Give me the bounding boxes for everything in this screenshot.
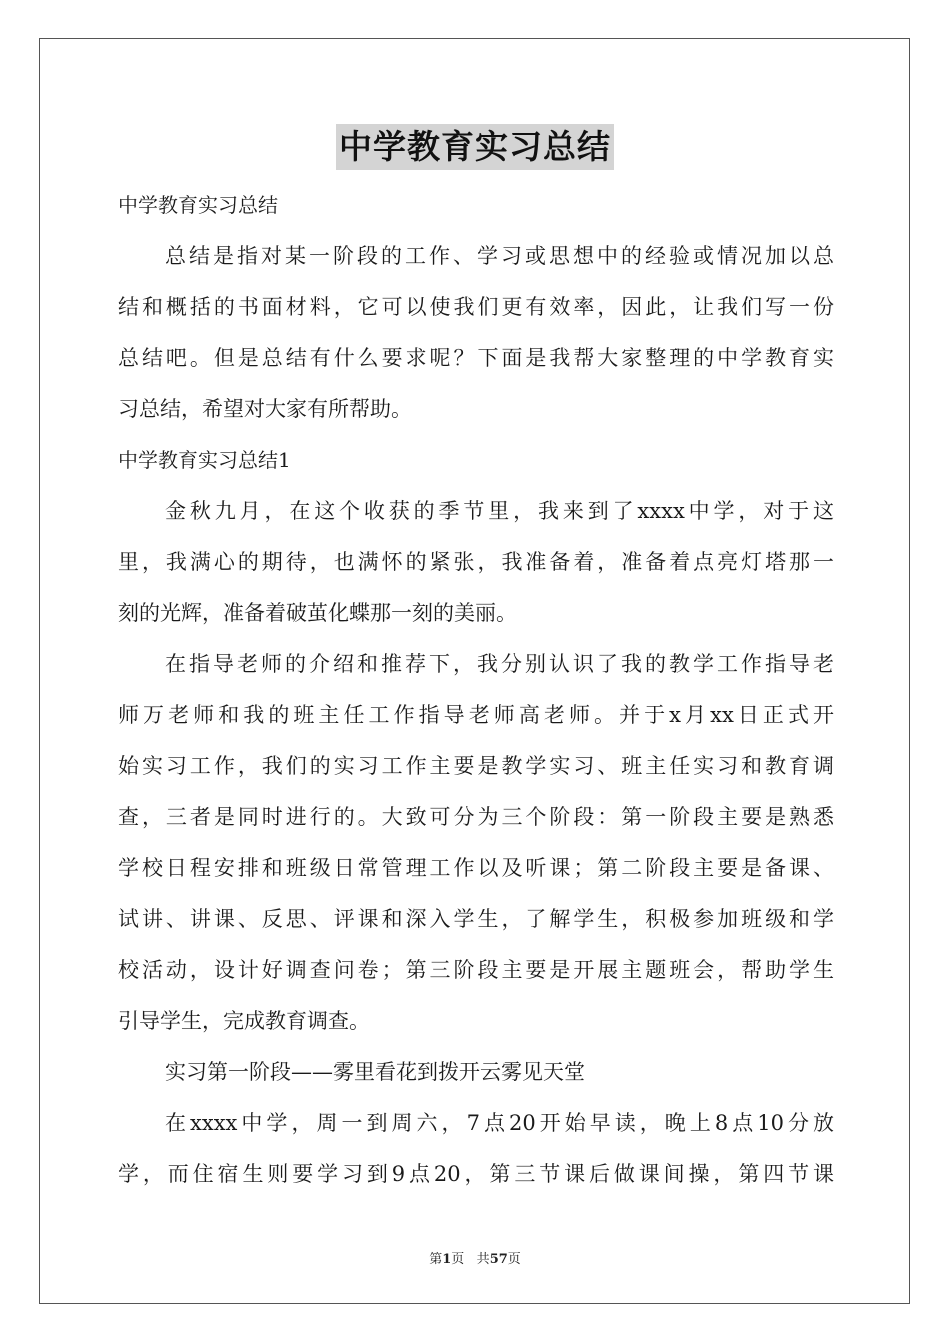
section-heading: 中学教育实习总结 [118,193,278,217]
subsection-heading: 实习第一阶段——雾里看花到拨开云雾见天堂 [165,1060,585,1084]
document-title: 中学教育实习总结 [336,124,614,170]
paragraph-line: 在指导老师的介绍和推荐下，我分别认识了我的教学工作指导老 [165,652,834,676]
page-prefix: 第 [429,1252,443,1267]
page-number: 1 [442,1252,452,1267]
paragraph-line: 金秋九月，在这个收获的季节里，我来到了xxxx中学，对于这 [165,499,834,523]
paragraph-line: 引导学生，完成教育调查。 [118,1009,370,1033]
paragraph-line: 在xxxx中学，周一到周六，7点20开始早读，晚上8点10分放 [165,1111,834,1135]
paragraph-line: 学，而住宿生则要学习到9点20，第三节课后做课间操，第四节课 [118,1162,834,1186]
paragraph-line: 查，三者是同时进行的。大致可分为三个阶段：第一阶段主要是熟悉 [118,805,834,829]
paragraph-line: 学校日程安排和班级日常管理工作以及听课；第二阶段主要是备课、 [118,856,834,880]
paragraph-line: 习总结，希望对大家有所帮助。 [118,397,412,421]
paragraph-line: 结和概括的书面材料，它可以使我们更有效率，因此，让我们写一份 [118,295,834,319]
paragraph-line: 师万老师和我的班主任工作指导老师高老师。并于x月xx日正式开 [118,703,834,727]
title-container [0,124,950,170]
total-suffix: 页 [507,1252,521,1267]
paragraph-line: 校活动，设计好调查问卷；第三阶段主要是开展主题班会，帮助学生 [118,958,834,982]
paragraph-line: 总结吧。但是总结有什么要求呢？下面是我帮大家整理的中学教育实 [118,346,834,370]
paragraph-line: 始实习工作，我们的实习工作主要是教学实习、班主任实习和教育调 [118,754,834,778]
paragraph-line: 里，我满心的期待，也满怀的紧张，我准备着，准备着点亮灯塔那一 [118,550,834,574]
paragraph-line: 总结是指对某一阶段的工作、学习或思想中的经验或情况加以总 [165,244,834,268]
paragraph-line: 刻的光辉，准备着破茧化蝶那一刻的美丽。 [118,601,517,625]
page-footer [0,1248,950,1267]
paragraph-line: 试讲、讲课、反思、评课和深入学生，了解学生，积极参加班级和学 [118,907,834,931]
page-suffix: 页 [451,1252,465,1267]
total-pages: 57 [489,1252,508,1267]
total-prefix: 共 [476,1252,490,1267]
document-body [118,180,834,1200]
section-heading: 中学教育实习总结1 [118,448,291,472]
